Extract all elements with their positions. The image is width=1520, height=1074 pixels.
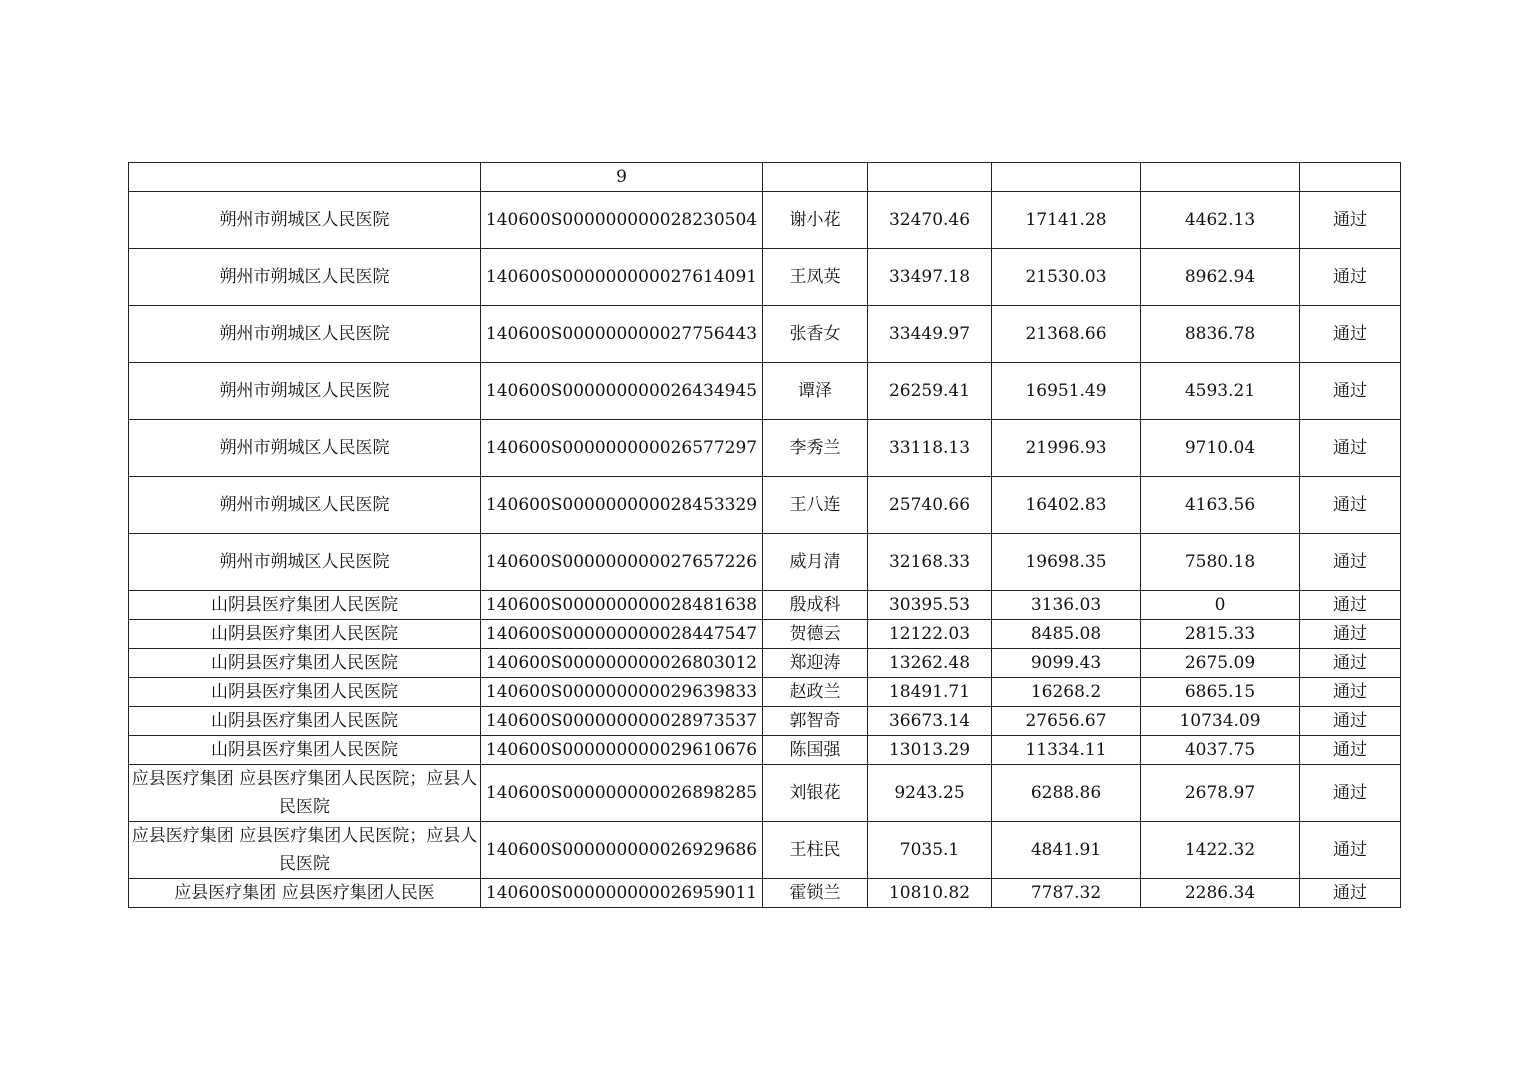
status-cell	[1300, 163, 1401, 192]
hospital-cell: 朔州市朔城区人民医院	[129, 534, 481, 591]
table-row	[129, 420, 1401, 477]
amount-2-cell: 9099.43	[992, 649, 1141, 678]
table-row	[129, 620, 1401, 649]
hospital-cell: 朔州市朔城区人民医院	[129, 477, 481, 534]
amount-2-cell: 4841.91	[992, 822, 1141, 879]
record-id-cell: 140600S000000000028230504	[481, 192, 763, 249]
table-row	[129, 678, 1401, 707]
amount-2-cell: 17141.28	[992, 192, 1141, 249]
hospital-cell: 朔州市朔城区人民医院	[129, 249, 481, 306]
hospital-cell: 山阴县医疗集团人民医院	[129, 591, 481, 620]
record-id-cell: 140600S000000000026959011	[481, 879, 763, 908]
table-row	[129, 249, 1401, 306]
status-cell: 通过	[1300, 765, 1401, 822]
table-row	[129, 707, 1401, 736]
amount-3-cell	[1141, 163, 1300, 192]
records-table	[128, 162, 1401, 908]
amount-1-cell: 18491.71	[868, 678, 992, 707]
record-id-cell: 140600S000000000028973537	[481, 707, 763, 736]
amount-2-cell: 21530.03	[992, 249, 1141, 306]
record-id-cell: 140600S000000000026434945	[481, 363, 763, 420]
record-id-cell: 140600S000000000028481638	[481, 591, 763, 620]
amount-3-cell: 4462.13	[1141, 192, 1300, 249]
patient-name-cell: 谢小花	[763, 192, 868, 249]
table-row	[129, 591, 1401, 620]
amount-2-cell: 27656.67	[992, 707, 1141, 736]
status-cell: 通过	[1300, 306, 1401, 363]
amount-2-cell: 16951.49	[992, 363, 1141, 420]
amount-1-cell: 12122.03	[868, 620, 992, 649]
status-cell: 通过	[1300, 879, 1401, 908]
status-cell: 通过	[1300, 707, 1401, 736]
status-cell: 通过	[1300, 822, 1401, 879]
amount-3-cell: 1422.32	[1141, 822, 1300, 879]
record-id-cell: 9	[481, 163, 763, 192]
amount-3-cell: 4037.75	[1141, 736, 1300, 765]
amount-1-cell	[868, 163, 992, 192]
amount-3-cell: 4163.56	[1141, 477, 1300, 534]
patient-name-cell: 王凤英	[763, 249, 868, 306]
amount-2-cell: 16268.2	[992, 678, 1141, 707]
amount-2-cell: 19698.35	[992, 534, 1141, 591]
table-row	[129, 192, 1401, 249]
amount-2-cell: 21996.93	[992, 420, 1141, 477]
amount-1-cell: 9243.25	[868, 765, 992, 822]
amount-3-cell: 2678.97	[1141, 765, 1300, 822]
patient-name-cell: 贺德云	[763, 620, 868, 649]
amount-3-cell: 2675.09	[1141, 649, 1300, 678]
records-table-body	[129, 163, 1401, 908]
table-row	[129, 363, 1401, 420]
record-id-cell: 140600S000000000028453329	[481, 477, 763, 534]
amount-3-cell: 10734.09	[1141, 707, 1300, 736]
amount-2-cell: 11334.11	[992, 736, 1141, 765]
patient-name-cell: 郑迎涛	[763, 649, 868, 678]
record-id-cell: 140600S000000000029639833	[481, 678, 763, 707]
patient-name-cell	[763, 163, 868, 192]
amount-1-cell: 30395.53	[868, 591, 992, 620]
hospital-cell: 应县医疗集团 应县医疗集团人民医院；应县人民医院	[129, 765, 481, 822]
hospital-cell: 朔州市朔城区人民医院	[129, 192, 481, 249]
table-row	[129, 163, 1401, 192]
amount-1-cell: 7035.1	[868, 822, 992, 879]
status-cell: 通过	[1300, 363, 1401, 420]
amount-1-cell: 32470.46	[868, 192, 992, 249]
patient-name-cell: 郭智奇	[763, 707, 868, 736]
amount-2-cell: 8485.08	[992, 620, 1141, 649]
status-cell: 通过	[1300, 534, 1401, 591]
amount-3-cell: 0	[1141, 591, 1300, 620]
hospital-cell: 山阴县医疗集团人民医院	[129, 649, 481, 678]
status-cell: 通过	[1300, 477, 1401, 534]
hospital-cell: 应县医疗集团 应县医疗集团人民医院；应县人民医院	[129, 822, 481, 879]
patient-name-cell: 谭泽	[763, 363, 868, 420]
status-cell: 通过	[1300, 249, 1401, 306]
status-cell: 通过	[1300, 420, 1401, 477]
amount-3-cell: 8836.78	[1141, 306, 1300, 363]
hospital-cell: 山阴县医疗集团人民医院	[129, 620, 481, 649]
status-cell: 通过	[1300, 678, 1401, 707]
record-id-cell: 140600S000000000029610676	[481, 736, 763, 765]
record-id-cell: 140600S000000000026577297	[481, 420, 763, 477]
record-id-cell: 140600S000000000027657226	[481, 534, 763, 591]
patient-name-cell: 陈国强	[763, 736, 868, 765]
amount-1-cell: 33449.97	[868, 306, 992, 363]
amount-3-cell: 7580.18	[1141, 534, 1300, 591]
amount-1-cell: 25740.66	[868, 477, 992, 534]
amount-3-cell: 2286.34	[1141, 879, 1300, 908]
status-cell: 通过	[1300, 649, 1401, 678]
amount-1-cell: 33118.13	[868, 420, 992, 477]
amount-2-cell: 3136.03	[992, 591, 1141, 620]
patient-name-cell: 王柱民	[763, 822, 868, 879]
hospital-cell: 朔州市朔城区人民医院	[129, 363, 481, 420]
amount-1-cell: 10810.82	[868, 879, 992, 908]
hospital-cell	[129, 163, 481, 192]
table-row	[129, 534, 1401, 591]
amount-3-cell: 6865.15	[1141, 678, 1300, 707]
table-row	[129, 306, 1401, 363]
amount-1-cell: 13013.29	[868, 736, 992, 765]
amount-3-cell: 8962.94	[1141, 249, 1300, 306]
status-cell: 通过	[1300, 620, 1401, 649]
hospital-cell: 山阴县医疗集团人民医院	[129, 736, 481, 765]
amount-2-cell	[992, 163, 1141, 192]
amount-3-cell: 4593.21	[1141, 363, 1300, 420]
patient-name-cell: 刘银花	[763, 765, 868, 822]
hospital-cell: 朔州市朔城区人民医院	[129, 306, 481, 363]
amount-2-cell: 7787.32	[992, 879, 1141, 908]
record-id-cell: 140600S000000000026803012	[481, 649, 763, 678]
amount-2-cell: 21368.66	[992, 306, 1141, 363]
record-id-cell: 140600S000000000027756443	[481, 306, 763, 363]
hospital-cell: 应县医疗集团 应县医疗集团人民医	[129, 879, 481, 908]
amount-2-cell: 6288.86	[992, 765, 1141, 822]
amount-2-cell: 16402.83	[992, 477, 1141, 534]
amount-1-cell: 13262.48	[868, 649, 992, 678]
table-row	[129, 822, 1401, 879]
record-id-cell: 140600S000000000028447547	[481, 620, 763, 649]
patient-name-cell: 威月清	[763, 534, 868, 591]
patient-name-cell: 殷成科	[763, 591, 868, 620]
status-cell: 通过	[1300, 591, 1401, 620]
amount-3-cell: 9710.04	[1141, 420, 1300, 477]
table-row	[129, 477, 1401, 534]
table-row	[129, 765, 1401, 822]
patient-name-cell: 霍锁兰	[763, 879, 868, 908]
amount-1-cell: 36673.14	[868, 707, 992, 736]
amount-1-cell: 33497.18	[868, 249, 992, 306]
amount-3-cell: 2815.33	[1141, 620, 1300, 649]
table-row	[129, 736, 1401, 765]
hospital-cell: 朔州市朔城区人民医院	[129, 420, 481, 477]
patient-name-cell: 张香女	[763, 306, 868, 363]
status-cell: 通过	[1300, 192, 1401, 249]
status-cell: 通过	[1300, 736, 1401, 765]
table-row	[129, 879, 1401, 908]
hospital-cell: 山阴县医疗集团人民医院	[129, 678, 481, 707]
record-id-cell: 140600S000000000026929686	[481, 822, 763, 879]
hospital-cell: 山阴县医疗集团人民医院	[129, 707, 481, 736]
patient-name-cell: 赵政兰	[763, 678, 868, 707]
table-row	[129, 649, 1401, 678]
record-id-cell: 140600S000000000027614091	[481, 249, 763, 306]
amount-1-cell: 26259.41	[868, 363, 992, 420]
record-id-cell: 140600S000000000026898285	[481, 765, 763, 822]
patient-name-cell: 王八连	[763, 477, 868, 534]
patient-name-cell: 李秀兰	[763, 420, 868, 477]
amount-1-cell: 32168.33	[868, 534, 992, 591]
